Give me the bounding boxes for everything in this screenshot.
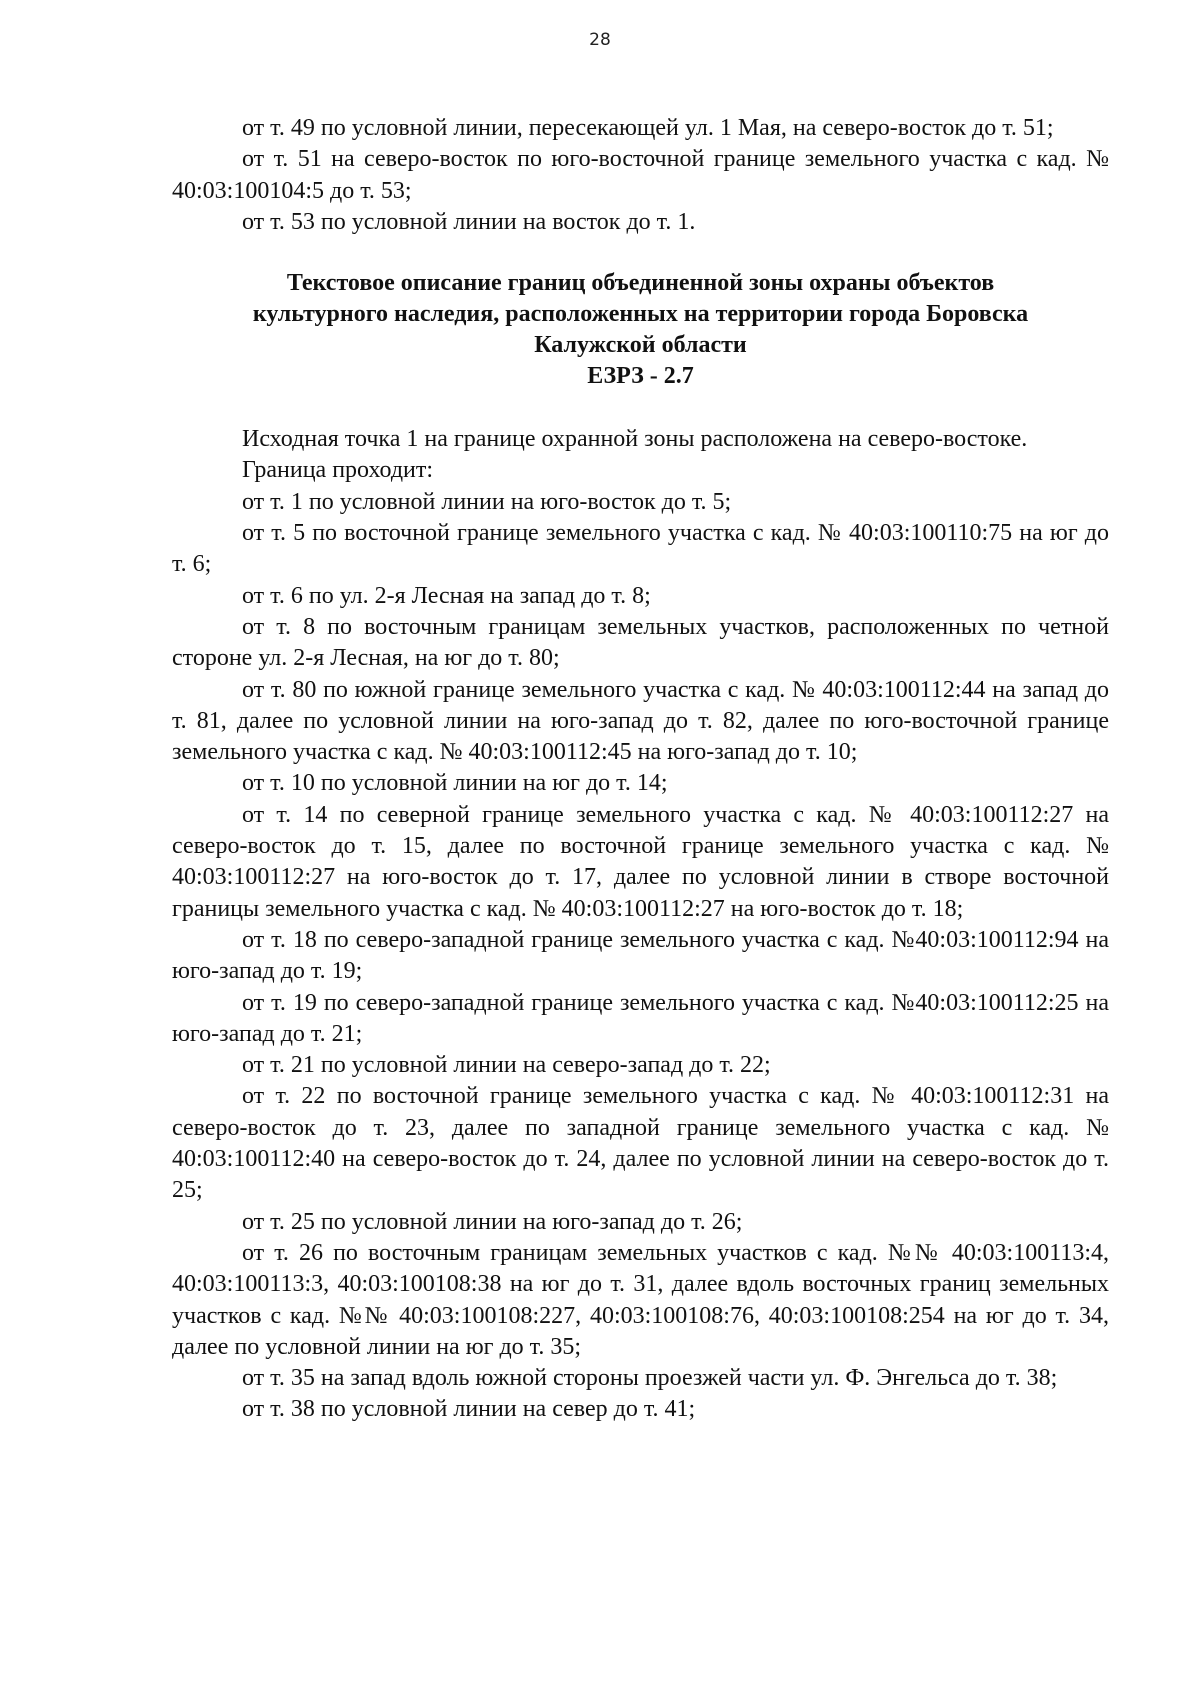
paragraph: от т. 80 по южной границе земельного участка с кад. № 40:03:100112:44 на запад до т. 81, далее по условной линии на юго-запад до т. 82, далее по юго-восточной границе земельного участка с кад. № 40:03:100112:45 на юго-запад до т. 10; xyxy=(172,676,1109,766)
paragraph: от т. 25 по условной линии на юго-запад до т. 26; xyxy=(242,1208,743,1235)
zone-code: ЕЗРЗ - 2.7 xyxy=(587,363,694,390)
paragraph: от т. 51 на северо-восток по юго-восточной границе земельного участка с кад. № 40:03:100104:5 до т. 53; xyxy=(172,146,1109,204)
document-body xyxy=(172,113,1109,1426)
paragraph: от т. 38 по условной линии на север до т. 41; xyxy=(242,1396,696,1423)
section-heading xyxy=(172,268,1109,392)
paragraph: от т. 14 по северной границе земельного участка с кад. № 40:03:100112:27 на северо-восток до т. 15, далее по восточной границе земельного участка с кад. № 40:03:100112:27 на юго-восток до т. 17, далее по условной линии в створе восточной границы земельного участка с кад. № 40:03:100112:27 на юго-восток до т. 18; xyxy=(172,801,1109,922)
paragraph: от т. 5 по восточной границе земельного участка с кад. № 40:03:100110:75 на юг до т. 6; xyxy=(172,520,1109,578)
paragraph: от т. 19 по северо-западной границе земельного участка с кад. №40:03:100112:25 на юго-запад до т. 21; xyxy=(172,989,1109,1047)
paragraph: от т. 35 на запад вдоль южной стороны проезжей части ул. Ф. Энгельса до т. 38; xyxy=(242,1365,1058,1392)
paragraph: от т. 26 по восточным границам земельных участков с кад. №№ 40:03:100113:4, 40:03:100113:3, 40:03:100108:38 на юг до т. 31, далее вдоль восточных границ земельных участков с кад. №№ 40:03:100108:227, 40:03:100108:76, 40:03:100108:254 на юг до т. 34, далее по условной линии на юг до т. 35; xyxy=(172,1239,1109,1360)
paragraph: от т. 6 по ул. 2-я Лесная на запад до т. 8; xyxy=(242,582,651,609)
paragraph: от т. 22 по восточной границе земельного участка с кад. № 40:03:100112:31 на северо-восток до т. 23, далее по западной границе земельного участка с кад. № 40:03:100112:40 на северо-восток до т. 24, далее по условной линии на северо-восток до т. 25; xyxy=(172,1083,1109,1204)
heading-line: культурного наследия, расположенных на территории города Боровска xyxy=(252,301,1029,328)
paragraph: Граница проходит: xyxy=(242,457,434,484)
paragraph: от т. 10 по условной линии на юг до т. 14; xyxy=(242,770,668,797)
heading-line: Калужской области xyxy=(534,332,747,359)
page-number: 28 xyxy=(589,30,611,50)
paragraph: от т. 18 по северо-западной границе земельного участка с кад. №40:03:100112:94 на юго-запад до т. 19; xyxy=(172,926,1109,985)
heading-line: Текстовое описание границ объединенной зоны охраны объектов xyxy=(286,270,995,297)
paragraph: от т. 8 по восточным границам земельных участков, расположенных по четной стороне ул. 2-я Лесная, на юг до т. 80; xyxy=(172,613,1109,672)
paragraph: от т. 53 по условной линии на восток до т. 1. xyxy=(242,208,696,235)
paragraph: Исходная точка 1 на границе охранной зоны расположена на северо-востоке. xyxy=(242,426,1028,453)
paragraph: от т. 49 по условной линии, пересекающей ул. 1 Мая, на северо-восток до т. 51; xyxy=(242,115,1054,141)
paragraph: от т. 1 по условной линии на юго-восток до т. 5; xyxy=(242,488,732,515)
paragraph: от т. 21 по условной линии на северо-запад до т. 22; xyxy=(242,1052,771,1079)
